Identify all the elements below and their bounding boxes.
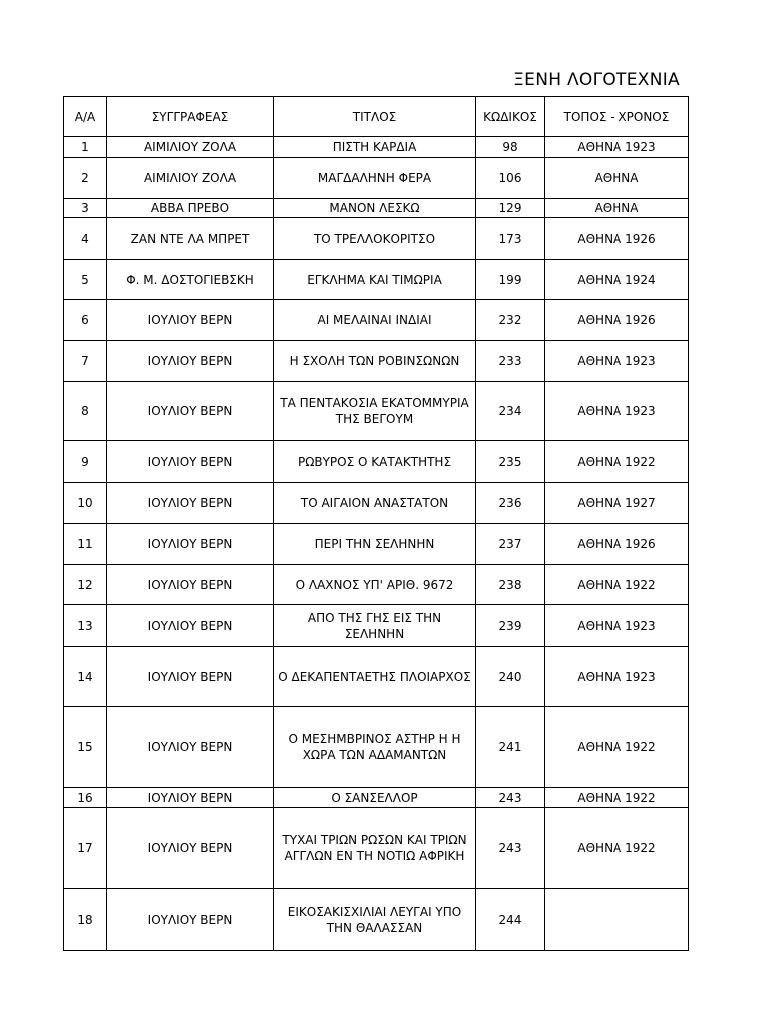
cell-number: 11 [64, 524, 107, 565]
cell-author: ΙΟΥΛΙΟΥ ΒΕΡΝ [107, 565, 274, 605]
header-author: ΣΥΓΓΡΑΦΕΑΣ [107, 97, 274, 137]
cell-number: 8 [64, 382, 107, 441]
cell-author: ΑΒΒΑ ΠΡΕΒΟ [107, 199, 274, 218]
cell-place-year: ΑΘΗΝΑ 1927 [545, 483, 689, 524]
cell-author: ΙΟΥΛΙΟΥ ΒΕΡΝ [107, 441, 274, 483]
cell-title: ΠΕΡΙ ΤΗΝ ΣΕΛΗΝΗΝ [274, 524, 476, 565]
cell-title: ΜΑΓΔΑΛΗΝΗ ΦΕΡΑ [274, 158, 476, 199]
cell-number: 17 [64, 808, 107, 889]
table-row [64, 808, 689, 889]
cell-title: ΕΙΚΟΣΑΚΙΣΧΙΛΙΑΙ ΛΕΥΓΑΙ ΥΠΟ ΤΗΝ ΘΑΛΑΣΣΑΝ [274, 889, 476, 951]
table-row [64, 441, 689, 483]
table-row [64, 137, 689, 158]
cell-place-year: ΑΘΗΝΑ [545, 158, 689, 199]
cell-place-year: ΑΘΗΝΑ 1922 [545, 788, 689, 808]
cell-place-year: ΑΘΗΝΑ 1922 [545, 441, 689, 483]
cell-author: ΙΟΥΛΙΟΥ ΒΕΡΝ [107, 889, 274, 951]
cell-title: Η ΣΧΟΛΗ ΤΩΝ ΡΟΒΙΝΣΩΝΩΝ [274, 341, 476, 382]
cell-place-year: ΑΘΗΝΑ 1922 [545, 565, 689, 605]
cell-code: 233 [476, 341, 545, 382]
cell-code: 236 [476, 483, 545, 524]
cell-place-year: ΑΘΗΝΑ 1922 [545, 808, 689, 889]
cell-title: ΡΩΒΥΡΟΣ Ο ΚΑΤΑΚΤΗΤΗΣ [274, 441, 476, 483]
cell-code: 98 [476, 137, 545, 158]
table-row [64, 158, 689, 199]
table-row [64, 788, 689, 808]
cell-title: ΤΥΧΑΙ ΤΡΙΩΝ ΡΩΣΩΝ ΚΑΙ ΤΡΙΩΝ ΑΓΓΛΩΝ ΕΝ ΤΗ ΝΟΤΙΩ ΑΦΡΙΚΗ [274, 808, 476, 889]
cell-title: ΑΙ ΜΕΛΑΙΝΑΙ ΙΝΔΙΑΙ [274, 300, 476, 341]
cell-title: Ο ΣΑΝΣΕΛΛΟΡ [274, 788, 476, 808]
cell-code: 129 [476, 199, 545, 218]
cell-number: 4 [64, 218, 107, 260]
table-row [64, 341, 689, 382]
cell-place-year: ΑΘΗΝΑ 1926 [545, 300, 689, 341]
cell-number: 14 [64, 647, 107, 707]
cell-place-year [545, 889, 689, 951]
cell-title: ΠΙΣΤΗ ΚΑΡΔΙΑ [274, 137, 476, 158]
cell-place-year: ΑΘΗΝΑ 1922 [545, 707, 689, 788]
cell-number: 12 [64, 565, 107, 605]
cell-author: ΑΙΜΙΛΙΟΥ ΖΟΛΑ [107, 158, 274, 199]
cell-place-year: ΑΘΗΝΑ 1924 [545, 260, 689, 300]
table-row [64, 647, 689, 707]
table-row [64, 382, 689, 441]
cell-code: 173 [476, 218, 545, 260]
cell-author: ΙΟΥΛΙΟΥ ΒΕΡΝ [107, 483, 274, 524]
cell-title: Ο ΔΕΚΑΠΕΝΤΑΕΤΗΣ ΠΛΟΙΑΡΧΟΣ [274, 647, 476, 707]
cell-number: 2 [64, 158, 107, 199]
cell-title: ΤΑ ΠΕΝΤΑΚΟΣΙΑ ΕΚΑΤΟΜΜΥΡΙΑ ΤΗΣ ΒΕΓΟΥΜ [274, 382, 476, 441]
cell-place-year: ΑΘΗΝΑ 1923 [545, 647, 689, 707]
header-row [64, 97, 689, 137]
cell-code: 238 [476, 565, 545, 605]
table-row [64, 707, 689, 788]
cell-code: 243 [476, 788, 545, 808]
cell-number: 1 [64, 137, 107, 158]
table-row [64, 300, 689, 341]
cell-number: 7 [64, 341, 107, 382]
cell-author: ΙΟΥΛΙΟΥ ΒΕΡΝ [107, 382, 274, 441]
cell-author: ΙΟΥΛΙΟΥ ΒΕΡΝ [107, 788, 274, 808]
cell-place-year: ΑΘΗΝΑ 1926 [545, 218, 689, 260]
cell-author: ΙΟΥΛΙΟΥ ΒΕΡΝ [107, 647, 274, 707]
cell-author: ΙΟΥΛΙΟΥ ΒΕΡΝ [107, 605, 274, 647]
table-row [64, 199, 689, 218]
cell-number: 13 [64, 605, 107, 647]
cell-code: 199 [476, 260, 545, 300]
cell-title: ΕΓΚΛΗΜΑ ΚΑΙ ΤΙΜΩΡΙΑ [274, 260, 476, 300]
cell-number: 18 [64, 889, 107, 951]
cell-place-year: ΑΘΗΝΑ 1923 [545, 605, 689, 647]
cell-place-year: ΑΘΗΝΑ 1923 [545, 341, 689, 382]
cell-code: 237 [476, 524, 545, 565]
cell-code: 235 [476, 441, 545, 483]
table-row [64, 524, 689, 565]
cell-title: ΤΟ ΤΡΕΛΛΟΚΟΡΙΤΣΟ [274, 218, 476, 260]
cell-code: 232 [476, 300, 545, 341]
document-title: ΞΕΝΗ ΛΟΓΟΤΕΧΝΙΑ [513, 70, 680, 90]
cell-author: ΑΙΜΙΛΙΟΥ ΖΟΛΑ [107, 137, 274, 158]
cell-title: ΤΟ ΑΙΓΑΙΟΝ ΑΝΑΣΤΑΤΟΝ [274, 483, 476, 524]
header-code: ΚΩΔΙΚΟΣ [476, 97, 545, 137]
cell-author: ΙΟΥΛΙΟΥ ΒΕΡΝ [107, 300, 274, 341]
cell-number: 16 [64, 788, 107, 808]
table-row [64, 889, 689, 951]
cell-author: ΙΟΥΛΙΟΥ ΒΕΡΝ [107, 707, 274, 788]
cell-code: 243 [476, 808, 545, 889]
table-row [64, 218, 689, 260]
cell-number: 5 [64, 260, 107, 300]
catalog-table [63, 96, 689, 951]
cell-code: 240 [476, 647, 545, 707]
cell-place-year: ΑΘΗΝΑ 1923 [545, 382, 689, 441]
cell-code: 234 [476, 382, 545, 441]
cell-number: 15 [64, 707, 107, 788]
cell-title: Ο ΛΑΧΝΟΣ ΥΠ' ΑΡΙΘ. 9672 [274, 565, 476, 605]
cell-author: ΙΟΥΛΙΟΥ ΒΕΡΝ [107, 808, 274, 889]
cell-author: ΖΑΝ ΝΤΕ ΛΑ ΜΠΡΕΤ [107, 218, 274, 260]
cell-author: ΙΟΥΛΙΟΥ ΒΕΡΝ [107, 341, 274, 382]
cell-title: Ο ΜΕΣΗΜΒΡΙΝΟΣ ΑΣΤΗΡ Η Η ΧΩΡΑ ΤΩΝ ΑΔΑΜΑΝΤΩΝ [274, 707, 476, 788]
cell-code: 241 [476, 707, 545, 788]
cell-code: 106 [476, 158, 545, 199]
table-row [64, 605, 689, 647]
header-title: ΤΙΤΛΟΣ [274, 97, 476, 137]
cell-title: ΜΑΝΟΝ ΛΕΣΚΩ [274, 199, 476, 218]
cell-number: 6 [64, 300, 107, 341]
table-row [64, 483, 689, 524]
cell-number: 10 [64, 483, 107, 524]
cell-author: Φ. Μ. ΔΟΣΤΟΓΙΕΒΣΚΗ [107, 260, 274, 300]
cell-code: 244 [476, 889, 545, 951]
cell-code: 239 [476, 605, 545, 647]
cell-place-year: ΑΘΗΝΑ 1923 [545, 137, 689, 158]
table-row [64, 260, 689, 300]
header-place-year: ΤΟΠΟΣ - ΧΡΟΝΟΣ [545, 97, 689, 137]
cell-place-year: ΑΘΗΝΑ 1926 [545, 524, 689, 565]
header-number: Α/Α [64, 97, 107, 137]
cell-place-year: ΑΘΗΝΑ [545, 199, 689, 218]
table-row [64, 565, 689, 605]
cell-number: 3 [64, 199, 107, 218]
cell-author: ΙΟΥΛΙΟΥ ΒΕΡΝ [107, 524, 274, 565]
cell-title: ΑΠΟ ΤΗΣ ΓΗΣ ΕΙΣ ΤΗΝ ΣΕΛΗΝΗΝ [274, 605, 476, 647]
cell-number: 9 [64, 441, 107, 483]
